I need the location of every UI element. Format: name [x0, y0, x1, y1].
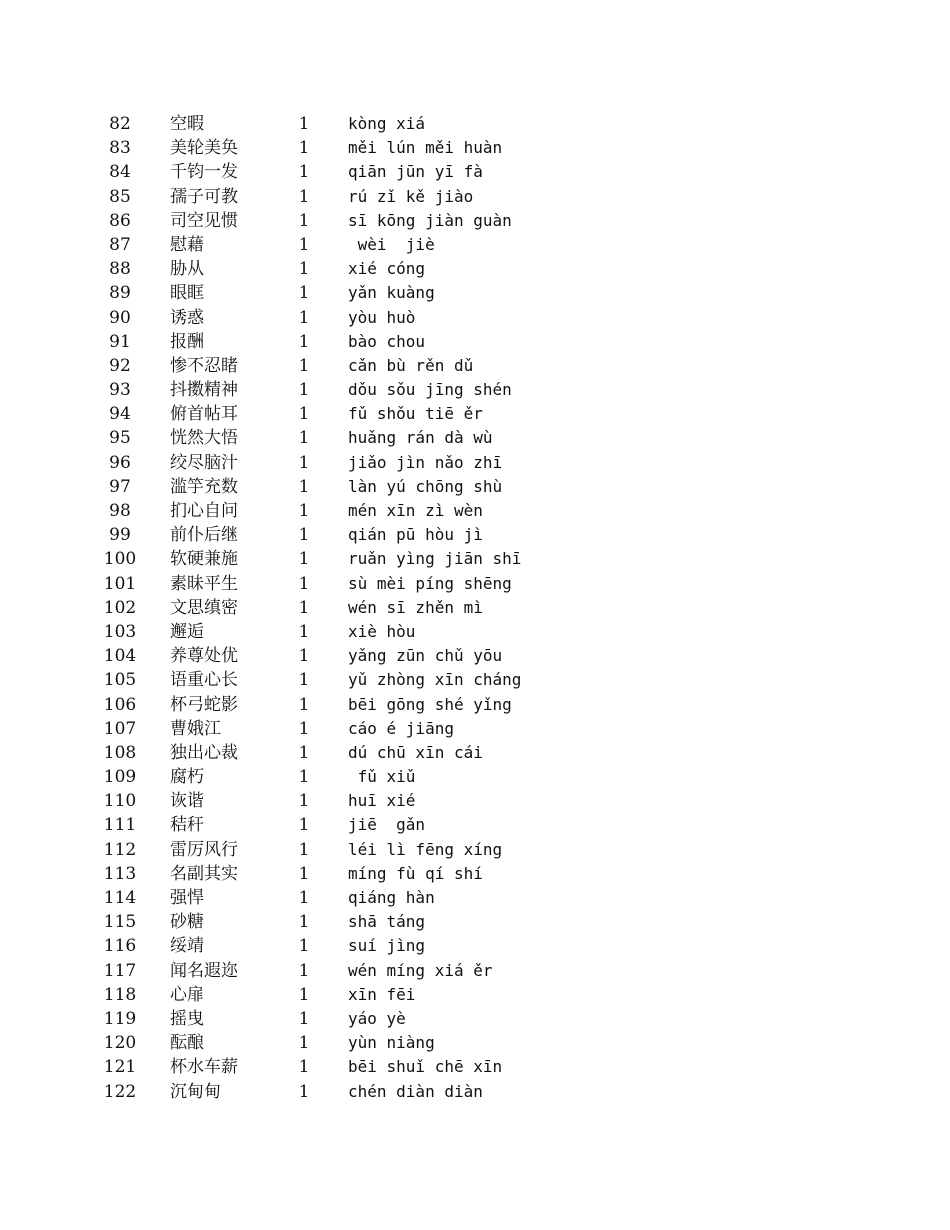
row-pinyin: yǎn kuàng	[348, 283, 435, 303]
row-number: 94	[109, 404, 131, 425]
table-row	[0, 523, 950, 547]
row-count: 1	[298, 307, 310, 328]
row-pinyin: cǎn bù rěn dǔ	[348, 355, 474, 375]
row-pinyin: dǒu sǒu jīng shén	[348, 380, 512, 400]
row-pinyin: wén sī zhěn mì	[348, 597, 483, 617]
table-row	[0, 862, 950, 886]
vocabulary-table	[0, 112, 950, 1104]
row-word: 惨不忍睹	[170, 355, 238, 376]
row-word: 空暇	[170, 114, 204, 134]
row-count: 1	[298, 331, 310, 352]
row-word: 砂糖	[170, 912, 204, 933]
row-number: 93	[109, 380, 131, 401]
row-number: 99	[109, 525, 131, 546]
row-count: 1	[298, 1057, 310, 1078]
table-row	[0, 1080, 950, 1104]
row-word: 文思缜密	[170, 597, 238, 618]
table-row	[0, 209, 950, 233]
row-number: 84	[109, 162, 131, 183]
row-word: 抖擞精神	[170, 380, 238, 401]
table-row	[0, 402, 950, 426]
row-number: 117	[103, 960, 137, 981]
row-pinyin: chén diàn diàn	[348, 1081, 483, 1101]
table-row	[0, 910, 950, 934]
row-number: 103	[103, 621, 137, 642]
table-row	[0, 475, 950, 499]
row-number: 122	[103, 1081, 137, 1102]
row-pinyin: huī xié	[348, 791, 416, 811]
row-count: 1	[298, 791, 310, 812]
row-word: 酝酿	[170, 1033, 204, 1054]
row-number: 97	[109, 476, 131, 497]
row-number: 86	[109, 210, 131, 231]
table-row	[0, 354, 950, 378]
table-row	[0, 813, 950, 837]
table-row	[0, 160, 950, 184]
row-word: 滥竽充数	[170, 476, 238, 497]
row-word: 孺子可教	[170, 186, 238, 207]
table-row	[0, 789, 950, 813]
row-count: 1	[298, 936, 310, 957]
row-pinyin: měi lún měi huàn	[348, 138, 503, 158]
row-number: 111	[103, 815, 137, 836]
row-word: 素昧平生	[170, 573, 238, 594]
table-row	[0, 644, 950, 668]
row-number: 89	[109, 283, 131, 304]
row-word: 雷厉风行	[170, 839, 238, 860]
row-word: 诱惑	[170, 307, 204, 328]
row-number: 90	[109, 307, 131, 328]
row-word: 胁从	[170, 259, 204, 280]
table-row	[0, 330, 950, 354]
row-count: 1	[298, 1081, 310, 1102]
row-word: 独出心裁	[170, 742, 238, 763]
row-count: 1	[298, 404, 310, 425]
table-row	[0, 668, 950, 692]
row-pinyin: rú zǐ kě jiào	[348, 186, 474, 206]
table-row	[0, 693, 950, 717]
row-count: 1	[298, 912, 310, 933]
row-count: 1	[298, 549, 310, 570]
row-word: 眼眶	[170, 283, 204, 304]
row-number: 82	[109, 114, 131, 134]
row-word: 恍然大悟	[170, 428, 238, 449]
row-pinyin: wèi jiè	[348, 234, 435, 254]
row-word: 心扉	[170, 984, 204, 1005]
row-number: 96	[109, 452, 131, 473]
row-number: 109	[103, 767, 137, 788]
row-pinyin: yùn niàng	[348, 1033, 435, 1053]
table-row	[0, 451, 950, 475]
row-word: 扪心自问	[170, 501, 238, 521]
row-pinyin: sī kōng jiàn guàn	[348, 210, 512, 230]
row-count: 1	[298, 621, 310, 642]
table-row	[0, 959, 950, 983]
row-count: 1	[298, 888, 310, 908]
row-count: 1	[298, 694, 310, 715]
row-count: 1	[298, 501, 310, 521]
row-count: 1	[298, 428, 310, 449]
row-count: 1	[298, 718, 310, 739]
row-count: 1	[298, 162, 310, 183]
row-pinyin: bào chou	[348, 331, 426, 351]
row-number: 119	[103, 1008, 137, 1029]
row-count: 1	[298, 210, 310, 231]
row-word: 名副其实	[170, 863, 238, 884]
row-pinyin: jiē gǎn	[348, 815, 426, 835]
row-word: 前仆后继	[170, 525, 238, 546]
row-word: 闻名遐迩	[170, 960, 238, 981]
table-row	[0, 572, 950, 596]
row-number: 105	[103, 670, 137, 691]
row-count: 1	[298, 186, 310, 207]
row-number: 108	[103, 742, 137, 763]
row-pinyin: làn yú chōng shù	[348, 476, 503, 496]
row-word: 司空见惯	[170, 210, 238, 231]
row-count: 1	[298, 1033, 310, 1054]
row-number: 102	[103, 597, 137, 618]
row-count: 1	[298, 380, 310, 401]
row-pinyin: shā táng	[348, 912, 426, 932]
row-count: 1	[298, 863, 310, 884]
row-number: 87	[109, 234, 131, 255]
row-word: 强悍	[170, 888, 204, 908]
row-word: 秸秆	[170, 815, 204, 836]
row-number: 116	[103, 936, 137, 957]
row-number: 106	[103, 694, 137, 715]
row-pinyin: kòng xiá	[348, 114, 426, 133]
row-pinyin: sù mèi píng shēng	[348, 573, 512, 593]
row-word: 绥靖	[170, 936, 204, 957]
row-count: 1	[298, 815, 310, 836]
table-row	[0, 983, 950, 1007]
row-count: 1	[298, 1008, 310, 1029]
table-row	[0, 112, 950, 136]
row-word: 俯首帖耳	[170, 404, 238, 425]
row-count: 1	[298, 646, 310, 667]
table-row	[0, 934, 950, 958]
table-row	[0, 185, 950, 209]
row-word: 杯水车薪	[170, 1057, 238, 1078]
row-count: 1	[298, 597, 310, 618]
row-pinyin: míng fù qí shí	[348, 863, 483, 883]
row-number: 88	[109, 259, 131, 280]
row-pinyin: yáo yè	[348, 1008, 406, 1028]
row-pinyin: bēi shuǐ chē xīn	[348, 1057, 503, 1077]
row-word: 慰藉	[170, 234, 204, 255]
row-pinyin: qiáng hàn	[348, 888, 435, 907]
row-number: 112	[103, 839, 137, 860]
row-word: 千钧一发	[170, 162, 238, 183]
row-pinyin: ruǎn yìng jiān shī	[348, 549, 522, 569]
table-row	[0, 838, 950, 862]
row-count: 1	[298, 839, 310, 860]
row-number: 85	[109, 186, 131, 207]
row-number: 118	[103, 984, 137, 1005]
row-word: 美轮美奂	[170, 138, 238, 159]
row-pinyin: cáo é jiāng	[348, 718, 454, 738]
row-count: 1	[298, 984, 310, 1005]
row-pinyin: xié cóng	[348, 259, 426, 279]
row-pinyin: qián pū hòu jì	[348, 525, 483, 545]
row-pinyin: yǎng zūn chǔ yōu	[348, 646, 503, 666]
row-pinyin: huǎng rán dà wù	[348, 428, 493, 448]
row-number: 110	[103, 791, 137, 812]
row-word: 杯弓蛇影	[170, 694, 238, 715]
row-count: 1	[298, 476, 310, 497]
row-number: 113	[103, 863, 137, 884]
row-word: 邂逅	[170, 621, 204, 642]
row-pinyin: yǔ zhòng xīn cháng	[348, 670, 522, 690]
table-row	[0, 257, 950, 281]
row-pinyin: suí jìng	[348, 936, 426, 956]
table-row	[0, 1055, 950, 1079]
row-number: 115	[103, 912, 137, 933]
row-number: 104	[103, 646, 137, 667]
row-count: 1	[298, 525, 310, 546]
row-number: 95	[109, 428, 131, 449]
table-row	[0, 281, 950, 305]
row-count: 1	[298, 283, 310, 304]
row-pinyin: yòu huò	[348, 307, 416, 327]
row-pinyin: fǔ xiǔ	[348, 767, 416, 787]
table-row	[0, 136, 950, 160]
row-number: 107	[103, 718, 137, 739]
table-row	[0, 233, 950, 257]
row-number: 100	[103, 549, 137, 570]
row-pinyin: bēi gōng shé yǐng	[348, 694, 512, 714]
row-number: 121	[103, 1057, 137, 1078]
row-pinyin: mén xīn zì wèn	[348, 501, 483, 520]
table-row	[0, 426, 950, 450]
row-count: 1	[298, 234, 310, 255]
row-word: 语重心长	[170, 670, 238, 691]
row-word: 诙谐	[170, 791, 204, 812]
row-count: 1	[298, 452, 310, 473]
row-word: 软硬兼施	[170, 549, 238, 570]
table-row	[0, 620, 950, 644]
row-number: 92	[109, 355, 131, 376]
table-row	[0, 1007, 950, 1031]
row-word: 绞尽脑汁	[170, 452, 238, 473]
table-row	[0, 499, 950, 523]
row-word: 摇曳	[170, 1008, 204, 1029]
row-pinyin: xiè hòu	[348, 621, 416, 641]
row-word: 曹娥江	[170, 718, 221, 739]
row-word: 沉甸甸	[170, 1081, 221, 1102]
row-number: 120	[103, 1033, 137, 1054]
row-count: 1	[298, 114, 310, 134]
table-row	[0, 378, 950, 402]
row-pinyin: qiān jūn yī fà	[348, 162, 483, 182]
row-word: 腐朽	[170, 767, 204, 788]
table-row	[0, 717, 950, 741]
row-count: 1	[298, 767, 310, 788]
row-word: 养尊处优	[170, 646, 238, 667]
row-number: 114	[103, 888, 137, 908]
table-row	[0, 741, 950, 765]
row-count: 1	[298, 259, 310, 280]
row-pinyin: dú chū xīn cái	[348, 742, 483, 762]
row-count: 1	[298, 742, 310, 763]
row-number: 98	[109, 501, 131, 521]
table-row	[0, 886, 950, 910]
row-pinyin: jiǎo jìn nǎo zhī	[348, 452, 503, 472]
row-count: 1	[298, 960, 310, 981]
table-row	[0, 1031, 950, 1055]
row-count: 1	[298, 138, 310, 159]
row-number: 91	[109, 331, 131, 352]
table-row	[0, 306, 950, 330]
row-word: 报酬	[170, 331, 204, 352]
table-row	[0, 596, 950, 620]
row-number: 83	[109, 138, 131, 159]
row-count: 1	[298, 355, 310, 376]
row-pinyin: fǔ shǒu tiē ěr	[348, 404, 483, 424]
row-pinyin: wén míng xiá ěr	[348, 960, 493, 980]
table-row	[0, 547, 950, 571]
row-count: 1	[298, 670, 310, 691]
row-number: 101	[103, 573, 137, 594]
row-count: 1	[298, 573, 310, 594]
row-pinyin: xīn fēi	[348, 984, 416, 1004]
table-row	[0, 765, 950, 789]
row-pinyin: léi lì fēng xíng	[348, 839, 503, 859]
